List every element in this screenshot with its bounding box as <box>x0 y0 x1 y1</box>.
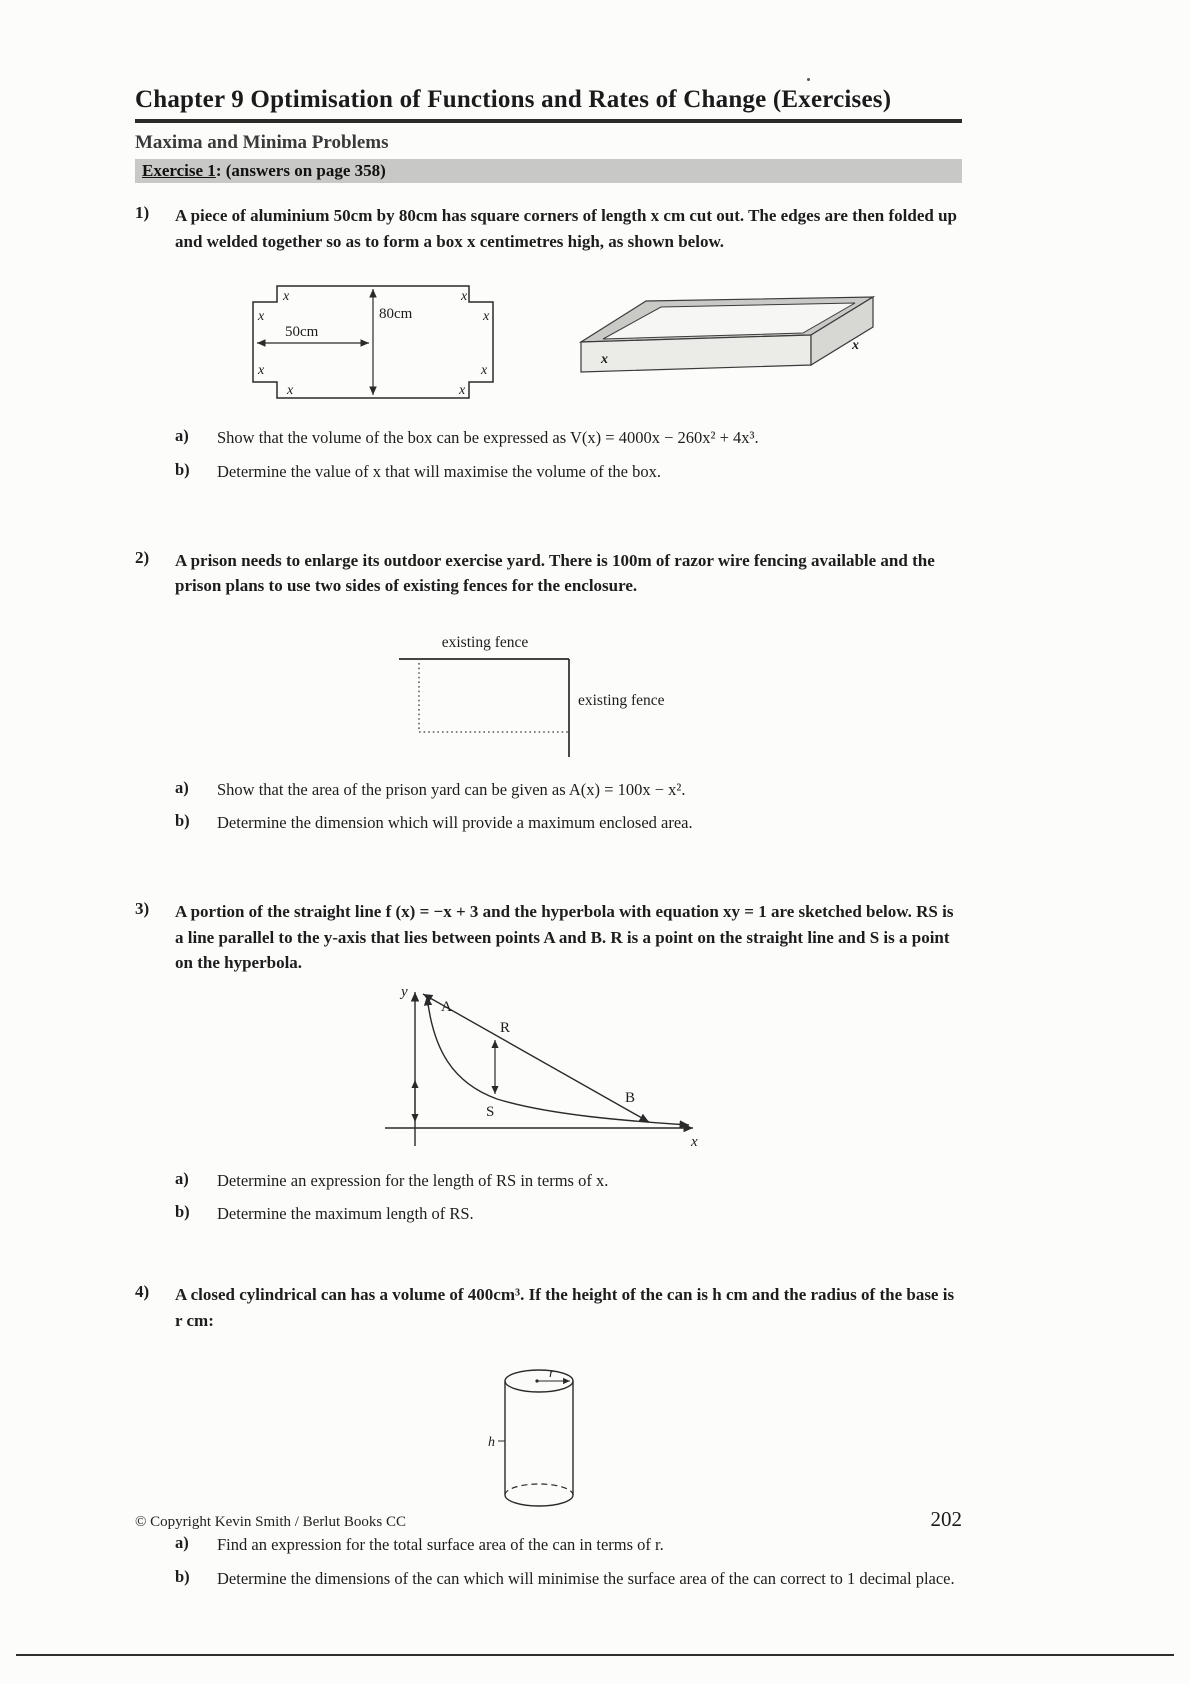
net-x-label: x <box>287 383 294 398</box>
part-text: Show that the area of the prison yard can be given as A(x) = 100x − x². <box>217 779 686 799</box>
cylinder-diagram <box>477 1357 607 1519</box>
part-b <box>175 811 962 836</box>
dimension-80cm-label: 80cm <box>379 306 413 322</box>
problem-parts <box>175 1533 962 1592</box>
part-label: b) <box>175 459 190 479</box>
exercise-header <box>135 159 962 183</box>
part-label: a) <box>175 1533 189 1552</box>
scan-edge-line <box>16 1654 1174 1656</box>
problem-parts <box>175 1169 962 1228</box>
net-x-label: x <box>483 309 490 324</box>
part-text: Determine the value of x that will maximise the volume of the box. <box>217 461 662 481</box>
part-text: Determine the dimensions of the can which will minimise the surface area of the can correct to 1 decimal place. <box>217 1568 955 1588</box>
problem-number: 3) <box>135 899 150 918</box>
existing-fence-top-label: existing fence <box>441 633 529 651</box>
problem-1 <box>135 203 962 485</box>
section-subtitle: Maxima and Minima Problems <box>135 132 389 153</box>
spacer <box>135 494 962 528</box>
point-b-label: B <box>625 1089 636 1106</box>
radius-label: r <box>549 1366 555 1381</box>
page-footer <box>135 1507 962 1532</box>
box-net-diagram <box>243 272 513 412</box>
part-label: a) <box>175 426 189 445</box>
part-b <box>175 1202 962 1227</box>
part-b <box>175 460 962 485</box>
copyright-text: © Copyright Kevin Smith / Berlut Books CC <box>135 1514 406 1530</box>
open-box-3d-diagram <box>571 287 881 397</box>
straight-line <box>423 994 649 1122</box>
page-number: 202 <box>930 1507 962 1531</box>
problem-number: 4) <box>135 1282 150 1301</box>
chapter-title: Chapter 9 Optimisation of Functions and Rates of Change (Exercises) <box>135 86 962 123</box>
exercise-label: Exercise 1 <box>142 161 216 180</box>
problem-text: A portion of the straight line f (x) = −x + 3 and the hyperbola with equation xy = 1 are sketched below. RS is a line parallel to the y-axis that lies between points A and B. R is a point on the straight line and S is a point on the hyperbola. <box>175 902 954 972</box>
cylinder-bottom-hidden-arc <box>505 1484 573 1495</box>
hyperbola-curve <box>427 996 689 1125</box>
height-label: h <box>488 1435 495 1450</box>
part-text: Show that the volume of the box can be expressed as V(x) = 4000x − 260x² + 4x³. <box>217 428 759 447</box>
cylinder-bottom-front-arc <box>505 1495 573 1506</box>
problem-text: A piece of aluminium 50cm by 80cm has square corners of length x cm cut out. The edges are then folded up and welded together so as to form a box x centimetres high, as shown below. <box>175 206 957 251</box>
x-axis-label: x <box>691 1133 698 1150</box>
part-a <box>175 778 962 803</box>
y-axis-label: y <box>401 983 408 1000</box>
net-x-label: x <box>283 289 290 304</box>
box-front-face <box>581 335 811 372</box>
problem-3 <box>135 899 962 1227</box>
problem-parts <box>175 778 962 837</box>
net-x-label: x <box>459 383 466 398</box>
line-hyperbola-graph <box>377 980 707 1155</box>
graph-diagram-wrap <box>377 980 962 1155</box>
problem-number: 2) <box>135 547 150 567</box>
box-x-label-right: x <box>852 338 859 353</box>
part-a <box>175 1169 962 1194</box>
part-a <box>175 426 962 451</box>
point-a-label: A <box>441 998 452 1015</box>
problem-number: 1) <box>135 203 150 222</box>
spacer <box>135 1236 962 1262</box>
problem-text: A prison needs to enlarge its outdoor exercise yard. There is 100m of razor wire fencing available and the prison plans to use two sides of existing fences for the enclosure. <box>175 550 935 595</box>
scan-artifact-dot <box>807 78 810 81</box>
part-label: b) <box>175 1202 190 1222</box>
part-b <box>175 1567 962 1592</box>
problem-text: A closed cylindrical can has a volume of 400cm³. If the height of the can is h cm and the radius of the base is r cm: <box>175 1285 955 1330</box>
problem-2 <box>135 548 962 837</box>
point-s-label: S <box>486 1103 495 1120</box>
prison-yard-diagram-wrap <box>397 629 962 764</box>
part-text: Determine the dimension which will provide a maximum enclosed area. <box>217 813 693 833</box>
part-label: b) <box>175 1566 190 1586</box>
box-net-and-3d-diagram <box>243 272 962 412</box>
net-x-label: x <box>461 289 468 304</box>
part-text: Determine the maximum length of RS. <box>217 1204 474 1224</box>
part-label: a) <box>175 777 189 797</box>
cylinder-diagram-wrap <box>477 1357 962 1519</box>
problem-4 <box>135 1282 962 1592</box>
part-text: Determine an expression for the length of RS in terms of x. <box>217 1170 609 1190</box>
net-x-label: x <box>258 309 265 324</box>
part-text: Find an expression for the total surface area of the can in terms of r. <box>217 1535 664 1554</box>
dimension-50cm-label: 50cm <box>285 324 319 340</box>
spacer <box>135 845 962 879</box>
net-x-label: x <box>481 363 488 378</box>
part-a <box>175 1533 962 1558</box>
net-x-label: x <box>258 363 265 378</box>
box-x-label-left: x <box>601 352 608 367</box>
prison-yard-diagram <box>397 629 697 764</box>
existing-fence-right-label: existing fence <box>578 691 665 709</box>
exercise-rest: : (answers on page 358) <box>215 161 386 180</box>
part-label: b) <box>175 811 190 831</box>
problem-parts <box>175 426 962 485</box>
part-label: a) <box>175 1168 189 1188</box>
point-r-label: R <box>500 1019 511 1036</box>
